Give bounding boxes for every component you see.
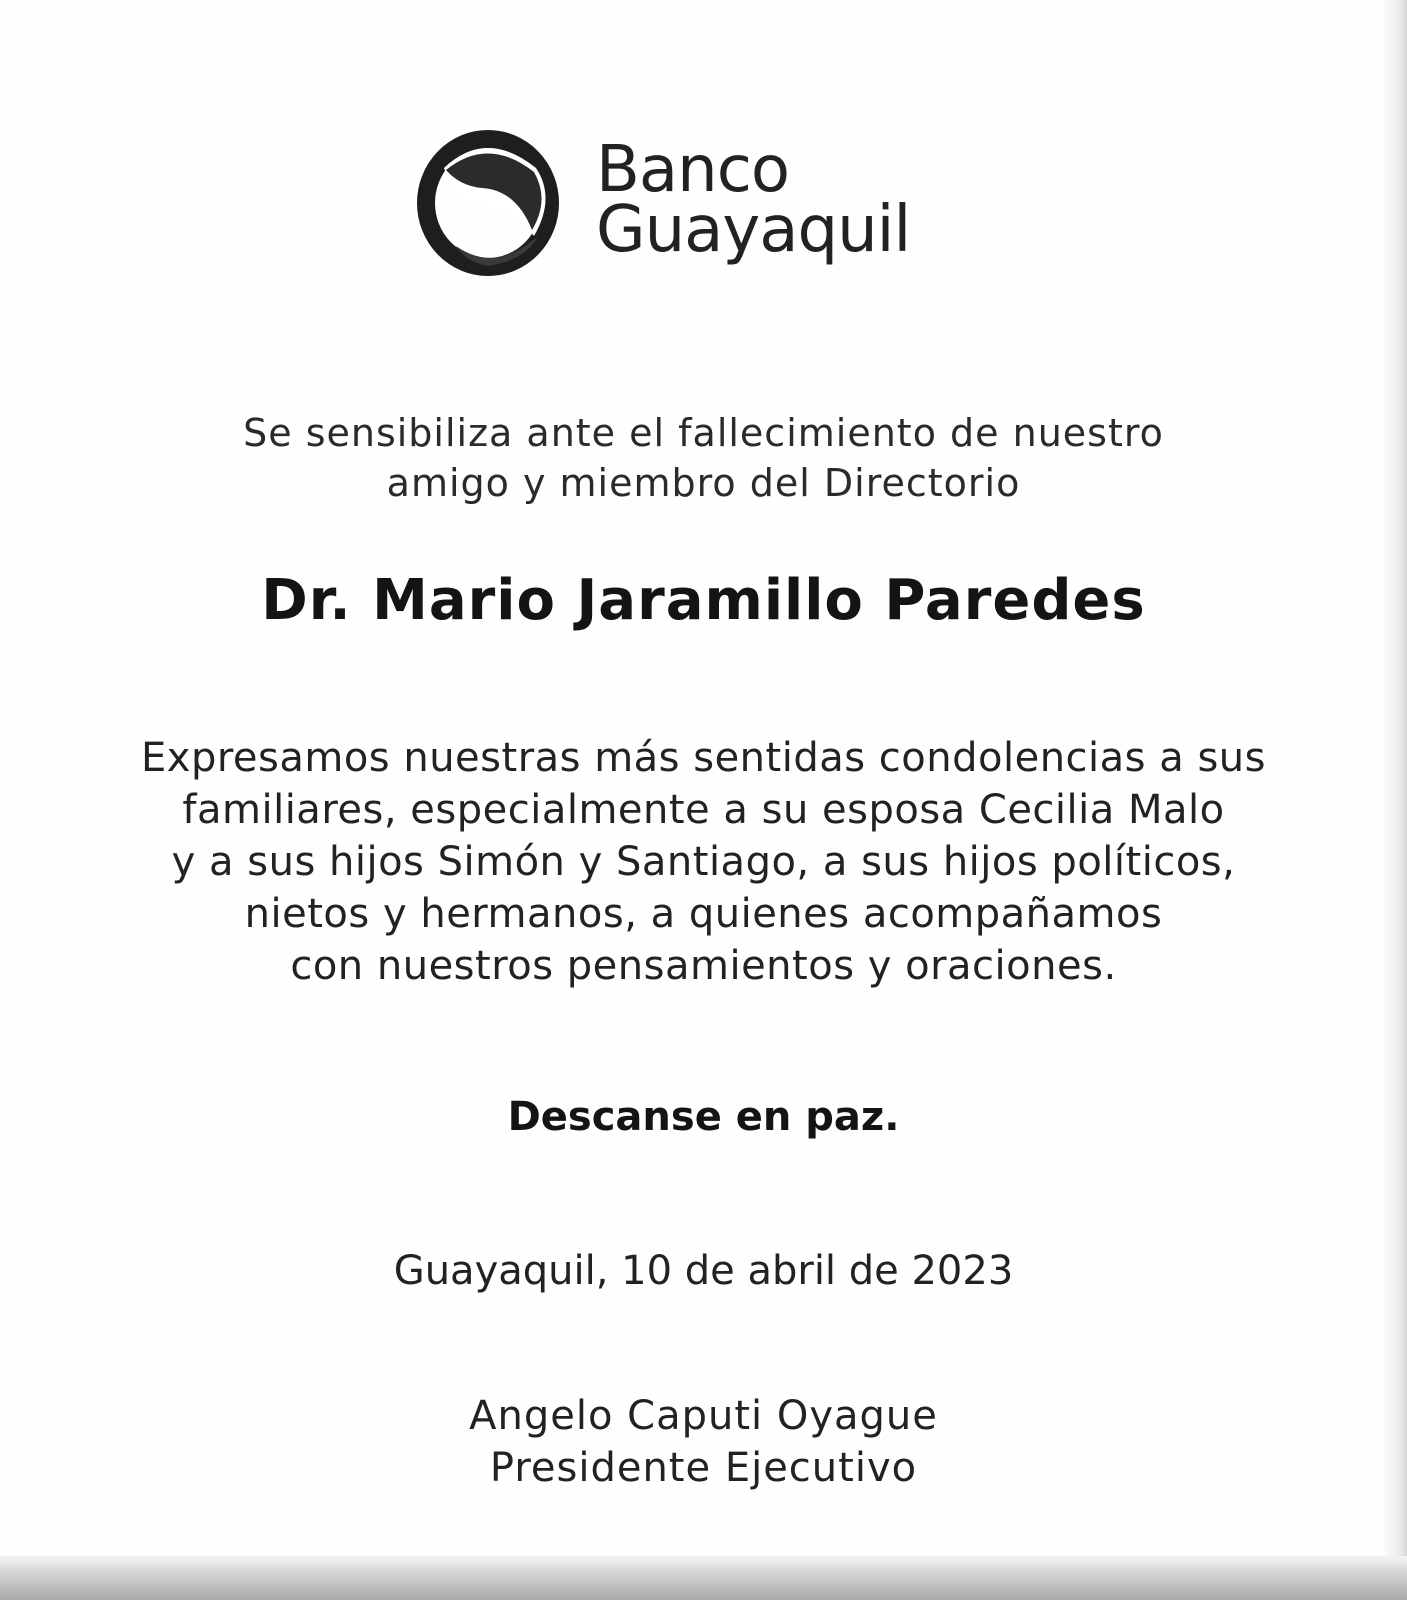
paper-edge-shadow [1381,0,1407,1600]
condolences-line: familiares, especialmente a su esposa Cecilia Malo [182,787,1225,833]
closing-phrase: Descanse en paz. [507,1094,900,1140]
condolences-text [0,732,1407,992]
condolences-line: y a sus hijos Simón y Santiago, a sus hijos políticos, [171,839,1236,885]
banco-guayaquil-swirl-icon [416,128,566,278]
intro-line: amigo y miembro del Directorio [386,461,1021,505]
deceased-name: Dr. Mario Jaramillo Paredes [261,568,1146,633]
bank-name [596,133,911,267]
place-date: Guayaquil, 10 de abril de 2023 [393,1248,1014,1294]
signer-name: Angelo Caputi Oyague [469,1393,938,1439]
bank-logo [416,128,996,288]
intro-line: Se sensibiliza ante el fallecimiento de nuestro [243,411,1164,455]
bank-name-line1: Banco [596,133,790,207]
signature-block [0,1390,1407,1494]
condolences-line: con nuestros pensamientos y oraciones. [290,943,1117,989]
intro-text [0,408,1407,508]
paper-bottom-shadow [0,1556,1407,1600]
condolences-line: nietos y hermanos, a quienes acompañamos [244,891,1163,937]
condolences-line: Expresamos nuestras más sentidas condolencias a sus [141,735,1266,781]
bank-name-line2: Guayaquil [596,193,911,267]
signer-title: Presidente Ejecutivo [489,1445,918,1491]
